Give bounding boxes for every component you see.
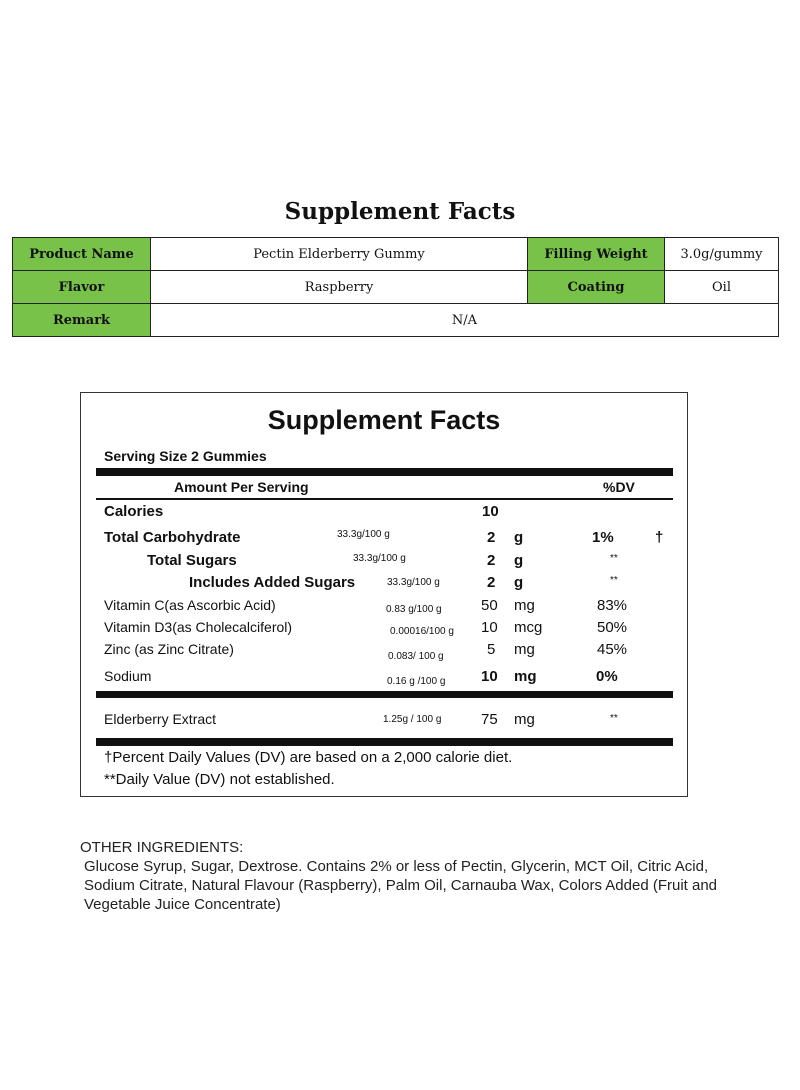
thick-divider — [96, 468, 673, 476]
vitamin-c-label: Vitamin C(as Ascorbic Acid) — [104, 597, 276, 613]
spec-sheet-title: Supplement Facts — [284, 198, 516, 225]
other-ingredients-title: OTHER INGREDIENTS: — [80, 839, 244, 856]
total-carbohydrate-unit: g — [514, 529, 524, 546]
amount-per-serving-header: Amount Per Serving — [174, 479, 309, 495]
zinc-amount: 5 — [487, 641, 496, 658]
total-sugars-unit: g — [514, 552, 524, 569]
vitamin-c-concentration: 0.83 g/100 g — [386, 604, 442, 615]
remark-value: N/A — [151, 304, 779, 337]
vitamin-d3-label: Vitamin D3(as Cholecalciferol) — [104, 619, 293, 635]
filling-weight-value: 3.0g/gummy — [665, 238, 779, 271]
zinc-dv: 45% — [597, 641, 628, 658]
vitamin-d3-concentration: 0.00016/100 g — [390, 626, 454, 637]
added-sugars-label: Includes Added Sugars — [189, 574, 356, 591]
vitamin-c-dv: 83% — [597, 597, 628, 614]
supplement-facts-label — [80, 392, 688, 797]
product-name-label: Product Name — [13, 238, 151, 271]
product-name-value: Pectin Elderberry Gummy — [151, 238, 528, 271]
product-spec-table — [12, 237, 779, 337]
zinc-concentration: 0.083/ 100 g — [388, 651, 444, 662]
other-ingredients-text: Glucose Syrup, Sugar, Dextrose. Contains 2% or less of Pectin, Glycerin, MCT Oil, Citric Acid, Sodium Citrate, Natural Flavour (Raspberry), Palm Oil, Carnauba Wax, Colors Added (Fruit and Vegetable Juice Concentrate) — [84, 858, 718, 913]
zinc-label: Zinc (as Zinc Citrate) — [104, 641, 234, 657]
elderberry-extract-dv: ** — [610, 713, 618, 724]
facts-title: Supplement Facts — [267, 405, 501, 435]
dagger-mark: † — [655, 529, 664, 546]
elderberry-extract-concentration: 1.25g / 100 g — [383, 714, 442, 725]
total-carbohydrate-dv: 1% — [592, 529, 614, 546]
sodium-concentration: 0.16 g /100 g — [387, 676, 446, 687]
zinc-unit: mg — [514, 641, 535, 658]
total-sugars-label: Total Sugars — [147, 552, 237, 569]
elderberry-extract-label: Elderberry Extract — [104, 711, 217, 727]
total-sugars-concentration: 33.3g/100 g — [353, 553, 406, 564]
added-sugars-unit: g — [514, 574, 524, 591]
serving-size: Serving Size 2 Gummies — [104, 448, 267, 464]
footnote-not-established: **Daily Value (DV) not established. — [104, 771, 335, 788]
vitamin-d3-dv: 50% — [597, 619, 628, 636]
vitamin-d3-amount: 10 — [481, 619, 498, 636]
sodium-amount: 10 — [481, 668, 498, 685]
thick-divider — [96, 691, 673, 698]
total-sugars-dv: ** — [610, 553, 618, 564]
spec-row-product — [13, 238, 779, 271]
elderberry-extract-amount: 75 — [481, 711, 498, 728]
other-ingredients — [80, 838, 720, 914]
vitamin-d3-unit: mcg — [514, 619, 543, 636]
elderberry-extract-unit: mg — [514, 711, 535, 728]
total-carbohydrate-label: Total Carbohydrate — [104, 529, 241, 546]
coating-label: Coating — [528, 271, 665, 304]
flavor-label: Flavor — [13, 271, 151, 304]
coating-value: Oil — [665, 271, 779, 304]
thin-divider — [96, 498, 673, 500]
added-sugars-amount: 2 — [487, 574, 496, 591]
dv-header: %DV — [603, 479, 635, 495]
vitamin-c-unit: mg — [514, 597, 535, 614]
added-sugars-concentration: 33.3g/100 g — [387, 577, 440, 588]
sodium-dv: 0% — [596, 668, 618, 685]
added-sugars-dv: ** — [610, 575, 618, 586]
total-carbohydrate-concentration: 33.3g/100 g — [337, 529, 390, 540]
total-sugars-amount: 2 — [487, 552, 496, 569]
calories-amount: 10 — [482, 503, 499, 520]
calories-label: Calories — [104, 503, 164, 520]
footnote-dv: †Percent Daily Values (DV) are based on a 2,000 calorie diet. — [104, 749, 513, 766]
vitamin-c-amount: 50 — [481, 597, 498, 614]
total-carbohydrate-amount: 2 — [487, 529, 496, 546]
remark-label: Remark — [13, 304, 151, 337]
sodium-unit: mg — [514, 668, 537, 685]
thick-divider — [96, 738, 673, 746]
spec-row-flavor — [13, 271, 779, 304]
spec-row-remark — [13, 304, 779, 337]
sodium-label: Sodium — [104, 668, 152, 684]
flavor-value: Raspberry — [151, 271, 528, 304]
filling-weight-label: Filling Weight — [528, 238, 665, 271]
